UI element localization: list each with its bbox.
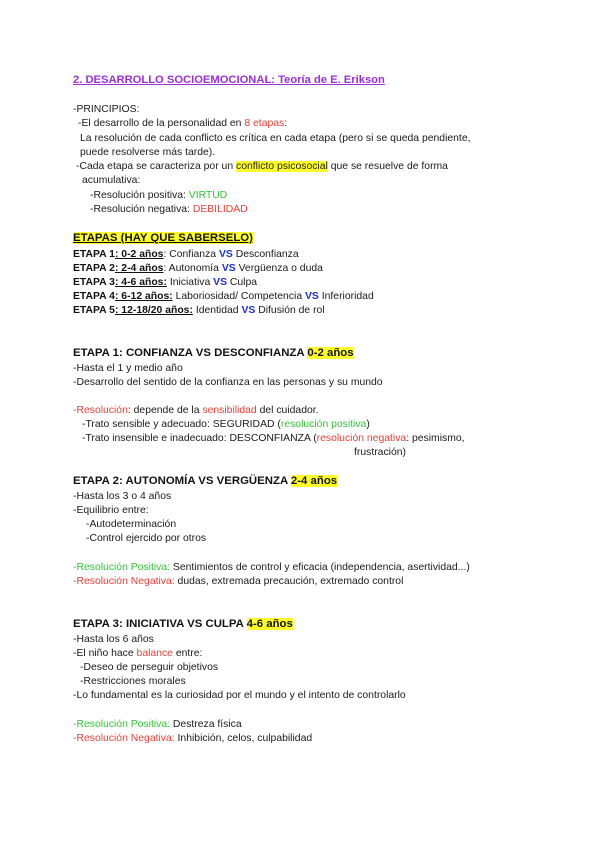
text: ETAPA 3: INICIATIVA VS CULPA xyxy=(73,618,247,630)
text: : xyxy=(163,263,169,274)
text: -Resolución negativa: xyxy=(90,204,193,215)
text: Culpa xyxy=(227,277,258,288)
highlight-green: VIRTUD xyxy=(188,190,228,201)
text: ) xyxy=(366,419,370,430)
vs-text: VS xyxy=(241,305,256,316)
text: Vergüenza o duda xyxy=(235,263,323,274)
text: : xyxy=(163,249,170,260)
principios-line-5: acumulativa: xyxy=(82,175,141,186)
row-label: ETAPA 4 xyxy=(73,291,115,302)
etapa3-line-2 xyxy=(73,647,202,660)
etapa1-line-1: -Hasta el 1 y medio año xyxy=(73,363,183,374)
text: Iniciativa xyxy=(169,277,214,288)
text: Identidad xyxy=(195,305,242,316)
etapa1-heading xyxy=(73,347,354,360)
etapa2-negative xyxy=(73,575,403,588)
etapas-row-1 xyxy=(73,248,299,261)
principios-line-2: La resolución de cada conflicto es crítica en cada etapa (pero si se queda pendiente, xyxy=(80,133,471,144)
etapa3-negative xyxy=(73,732,312,745)
text: entre: xyxy=(172,648,203,659)
etapa2-line-2: -Equilibrio entre: xyxy=(73,505,149,516)
text: Sentimientos de control y eficacia (independencia, asertividad...) xyxy=(172,562,470,573)
text: -Trato sensible y adecuado: SEGURIDAD ( xyxy=(82,419,281,430)
etapa1-trato-2 xyxy=(82,432,465,445)
etapa1-resolucion xyxy=(73,404,319,417)
etapas-row-2 xyxy=(73,262,323,275)
row-label: ETAPA 5 xyxy=(73,305,115,316)
etapa3-line-4: -Restricciones morales xyxy=(80,676,186,687)
etapa2-positive xyxy=(73,561,470,574)
text: Difusión de rol xyxy=(255,305,325,316)
highlight-green: -Resolución Positiva: xyxy=(73,719,173,730)
highlight-red: balance xyxy=(136,648,173,659)
text: -El desarrollo de la personalidad en xyxy=(78,118,245,129)
etapa3-heading xyxy=(73,618,293,631)
etapa2-line-1: -Hasta los 3 o 4 años xyxy=(73,491,172,502)
text: Confianza xyxy=(169,249,219,260)
text: -El niño hace xyxy=(73,648,137,659)
highlight-red: -Resolución Negativa: xyxy=(73,733,178,744)
principios-negative xyxy=(90,203,248,216)
etapa3-line-3: -Deseo de perseguir objetivos xyxy=(80,662,219,673)
row-age: : 4-6 años: xyxy=(114,277,167,288)
highlight-yellow: 4-6 años xyxy=(246,618,293,630)
highlight-yellow: ETAPAS (HAY QUE SABERSELO) xyxy=(73,232,253,244)
text: -Cada etapa se caracteriza por un xyxy=(76,161,236,172)
row-label: ETAPA 1 xyxy=(73,249,115,260)
etapa2-line-3: -Autodeterminación xyxy=(86,519,177,530)
principios-positive xyxy=(90,189,227,202)
etapas-row-5 xyxy=(73,304,325,317)
row-label: ETAPA 3 xyxy=(73,277,115,288)
text: que se resuelve de forma xyxy=(327,161,448,172)
principios-line-1 xyxy=(78,117,287,130)
vs-text: VS xyxy=(218,249,233,260)
highlight-yellow: 0-2 años xyxy=(307,347,354,359)
highlight-green: -Resolución Positiva: xyxy=(73,562,173,573)
text: Autonomía xyxy=(168,263,222,274)
vs-text: VS xyxy=(213,277,228,288)
highlight-red: -Resolución Negativa: xyxy=(73,576,178,587)
highlight-red: resolución negativa xyxy=(316,433,407,444)
highlight-red: sensibilidad xyxy=(202,405,257,416)
etapa2-heading xyxy=(73,475,337,488)
etapa2-line-4: -Control ejercido por otros xyxy=(86,533,207,544)
text: Desconfianza xyxy=(232,249,299,260)
text: Destreza física xyxy=(172,719,242,730)
principios-line-3: puede resolverse más tarde). xyxy=(80,147,216,158)
text: -Trato insensible e inadecuado: DESCONFIANZA ( xyxy=(82,433,317,444)
text: : pesimismo, xyxy=(406,433,465,444)
vs-text: VS xyxy=(221,263,236,274)
etapa1-trato-2-cont: frustración) xyxy=(354,447,406,458)
text: -Resolución positiva: xyxy=(90,190,189,201)
row-age: : 2-4 años xyxy=(114,263,164,274)
text: Inferioridad xyxy=(318,291,374,302)
etapas-row-4 xyxy=(73,290,374,303)
text: : depende de la xyxy=(127,405,203,416)
etapa1-line-2: -Desarrollo del sentido de la confianza en las personas y su mundo xyxy=(73,377,383,388)
principios-label: -PRINCIPIOS: xyxy=(73,104,140,115)
principios-line-4 xyxy=(76,160,448,173)
row-age: : 6-12 años: xyxy=(114,291,173,302)
text: dudas, extremada precaución, extremado control xyxy=(177,576,404,587)
etapa3-positive xyxy=(73,718,242,731)
text: del cuidador. xyxy=(256,405,319,416)
highlight-green: resolución positiva xyxy=(280,419,367,430)
text: ETAPA 2: AUTONOMÍA VS VERGÜENZA xyxy=(73,475,291,487)
document-title: 2. DESARROLLO SOCIOEMOCIONAL: Teoría de E. Erikson xyxy=(73,74,385,86)
text: : xyxy=(284,118,288,129)
highlight-yellow: conflicto psicosocial xyxy=(236,161,328,172)
etapas-row-3 xyxy=(73,276,257,289)
etapa3-line-1: -Hasta los 6 años xyxy=(73,634,154,645)
text: Inhibición, celos, culpabilidad xyxy=(177,733,313,744)
highlight-red: -Resolución xyxy=(73,405,128,416)
text: Laboriosidad/ Competencia xyxy=(175,291,305,302)
row-label: ETAPA 2 xyxy=(73,263,115,274)
text: ETAPA 1: CONFIANZA VS DESCONFIANZA xyxy=(73,347,308,359)
row-age: : 0-2 años xyxy=(114,249,164,260)
highlight-red: DEBILIDAD xyxy=(192,204,248,215)
row-age: : 12-18/20 años: xyxy=(114,305,193,316)
etapa1-trato-1 xyxy=(82,418,370,431)
etapa3-line-5: -Lo fundamental es la curiosidad por el mundo y el intento de controlarlo xyxy=(73,690,406,701)
highlight-red: 8 etapas xyxy=(244,118,285,129)
etapas-heading xyxy=(73,232,253,245)
highlight-yellow: 2-4 años xyxy=(290,475,338,487)
vs-text: VS xyxy=(304,291,319,302)
